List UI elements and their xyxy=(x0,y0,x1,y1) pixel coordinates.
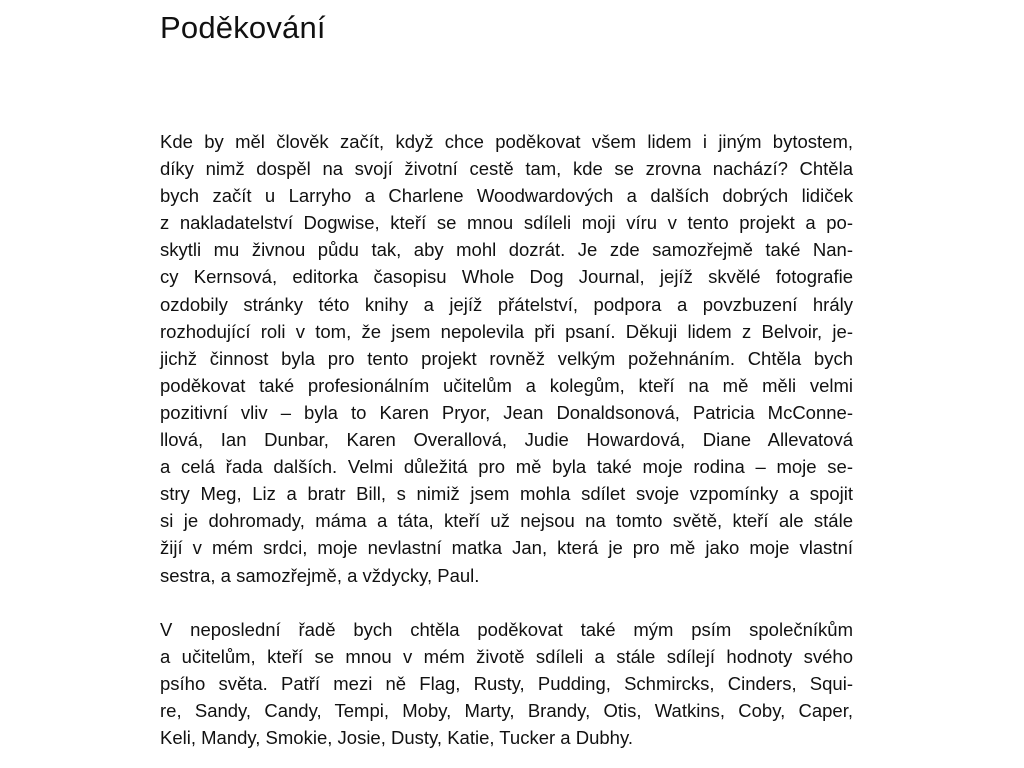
text-line: díky nimž dospěl na svojí životní cestě tam, kde se zrovna nachází? Chtěla xyxy=(160,158,853,180)
text-line: a celá řada dalších. Velmi důležitá pro mě byla také moje rodina – moje se- xyxy=(160,456,853,478)
page-title: Poděkování xyxy=(160,10,326,45)
paragraph-gap xyxy=(160,589,853,616)
text-line: pozitivní vliv – byla to Karen Pryor, Jean Donaldsonová, Patricia McConne- xyxy=(160,401,853,423)
text-line: stry Meg, Liz a bratr Bill, s nimiž jsem mohla sdílet svoje vzpomínky a spojit xyxy=(160,483,853,505)
text-line: poděkovat také profesionálním učitelům a kolegům, kteří na mě měli velmi xyxy=(160,374,853,396)
text-line: ozdobily stránky této knihy a jejíž přátelství, podpora a povzbuzení hrály xyxy=(160,293,853,315)
text-line: Keli, Mandy, Smokie, Josie, Dusty, Katie, Tucker a Dubhy. xyxy=(160,727,633,749)
text-line: cy Kernsová, editorka časopisu Whole Dog Journal, jejíž skvělé fotografie xyxy=(160,266,853,288)
text-line: žijí v mém srdci, moje nevlastní matka Jan, která je pro mě jako moje vlastní xyxy=(160,537,853,559)
text-line: re, Sandy, Candy, Tempi, Moby, Marty, Brandy, Otis, Watkins, Coby, Caper, xyxy=(160,699,853,721)
text-line: V neposlední řadě bych chtěla poděkovat také mým psím společníkům xyxy=(160,618,853,640)
text-line: jichž činnost byla pro tento projekt rovněž velkým požehnáním. Chtěla bych xyxy=(160,347,853,369)
text-line: psího světa. Patří mezi ně Flag, Rusty, Pudding, Schmircks, Cinders, Squi- xyxy=(160,672,853,694)
text-line: Kde by měl člověk začít, když chce poděkovat všem lidem i jiným bytostem, xyxy=(160,131,853,152)
text-line: skytli mu živnou půdu tak, aby mohl dozrát. Je zde samozřejmě také Nan- xyxy=(160,239,853,261)
paragraph-2 xyxy=(160,616,853,751)
paragraph-1 xyxy=(160,128,853,589)
text-line: sestra, a samozřejmě, a vždycky, Paul. xyxy=(160,564,480,586)
text-line: a učitelům, kteří se mnou v mém životě sdíleli a stále sdílejí hodnoty svého xyxy=(160,645,853,667)
text-line: bych začít u Larryho a Charlene Woodwardových a dalších dobrých lidiček xyxy=(160,185,853,207)
text-line: si je dohromady, máma a táta, kteří už nejsou na tomto světě, kteří ale stále xyxy=(160,510,853,532)
text-line: rozhodující roli v tom, že jsem nepolevila při psaní. Děkuji lidem z Belvoir, je- xyxy=(160,320,853,342)
text-line: llová, Ian Dunbar, Karen Overallová, Judie Howardová, Diane Allevatová xyxy=(160,429,853,451)
body-text xyxy=(160,128,853,751)
text-line: z nakladatelství Dogwise, kteří se mnou sdíleli moji víru v tento projekt a po- xyxy=(160,212,853,234)
